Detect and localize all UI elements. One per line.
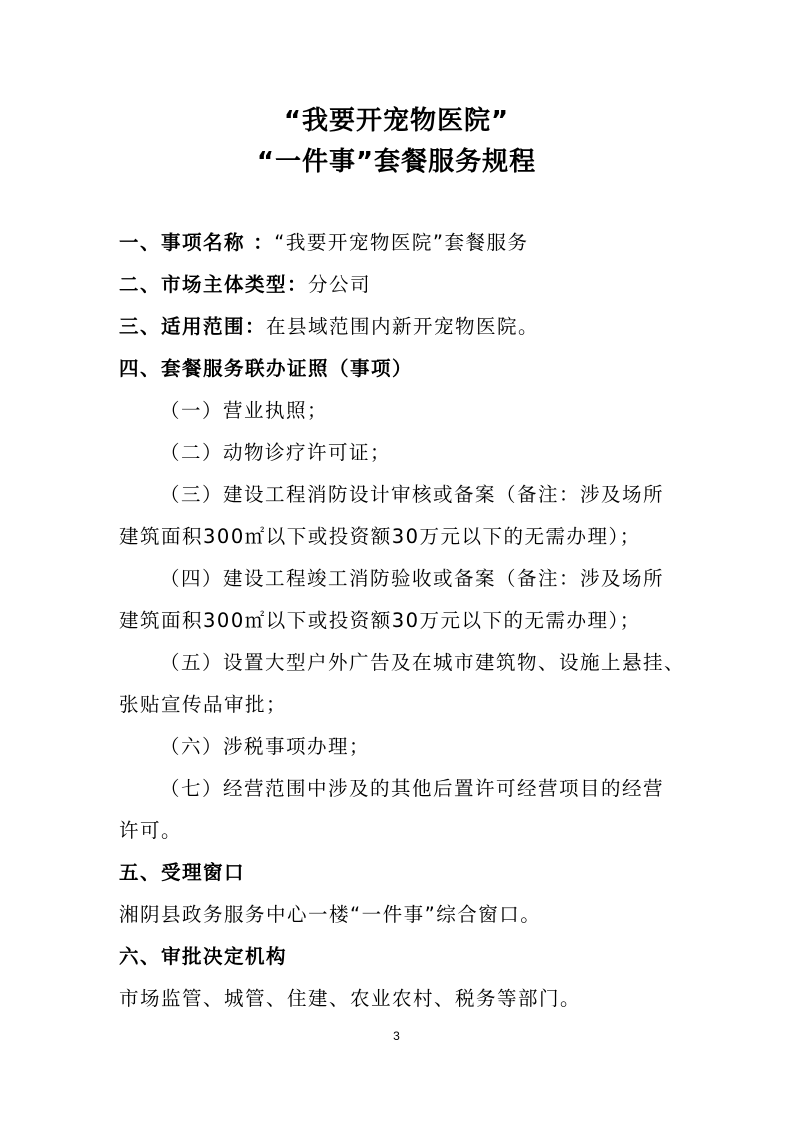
section-2: [119, 271, 371, 299]
section-5-value: 湘阴县政务服务中心一楼“一件事”综合窗口。: [119, 903, 542, 926]
list-item-4: （四）建设工程竣工消防验收或备案（备注：涉及场所: [160, 567, 665, 590]
list-item-2: （二）动物诊疗许可证；: [160, 441, 392, 464]
list-item-5-continued: 张贴宣传品审批；: [119, 693, 288, 716]
list-item-5: （五）设置大型户外广告及在城市建筑物、设施上悬挂、: [160, 651, 686, 674]
document-title-line-2: “一件事”套餐服务规程: [256, 147, 537, 177]
section-6-value: 市场监管、城管、住建、农业农村、税务等部门。: [119, 987, 582, 1010]
list-item-7-continued: 许可。: [119, 819, 183, 842]
section-3-value: 在县域范围内新开宠物医院。: [266, 315, 540, 338]
section-5-heading: 五、受理窗口: [119, 861, 246, 884]
section-3: [119, 313, 539, 341]
list-item-3: （三）建设工程消防设计审核或备案（备注：涉及场所: [160, 483, 665, 506]
section-2-value: 分公司: [308, 273, 372, 296]
list-item-6: （六）涉税事项办理；: [160, 735, 371, 758]
section-6-heading: 六、审批决定机构: [119, 945, 288, 968]
list-item-3-continued: 建筑面积300㎡以下或投资额30万元以下的无需办理）；: [119, 525, 641, 548]
document-title-line-1: “我要开宠物医院”: [283, 106, 510, 136]
list-item-7: （七）经营范围中涉及的其他后置许可经营项目的经营: [160, 777, 665, 800]
section-1-value: “我要开宠物医院”套餐服务: [274, 231, 529, 254]
section-1: [119, 229, 529, 257]
list-item-1: （一）营业执照；: [160, 399, 329, 422]
page-number: 3: [393, 1029, 400, 1043]
section-3-heading: 三、适用范围：: [119, 315, 267, 338]
section-2-heading: 二、市场主体类型：: [119, 273, 309, 296]
list-item-4-continued: 建筑面积300㎡以下或投资额30万元以下的无需办理）；: [119, 609, 641, 632]
section-1-heading: 一、事项名称 ：: [119, 231, 275, 254]
section-4-heading: 四、套餐服务联办证照（事项）: [119, 357, 414, 380]
